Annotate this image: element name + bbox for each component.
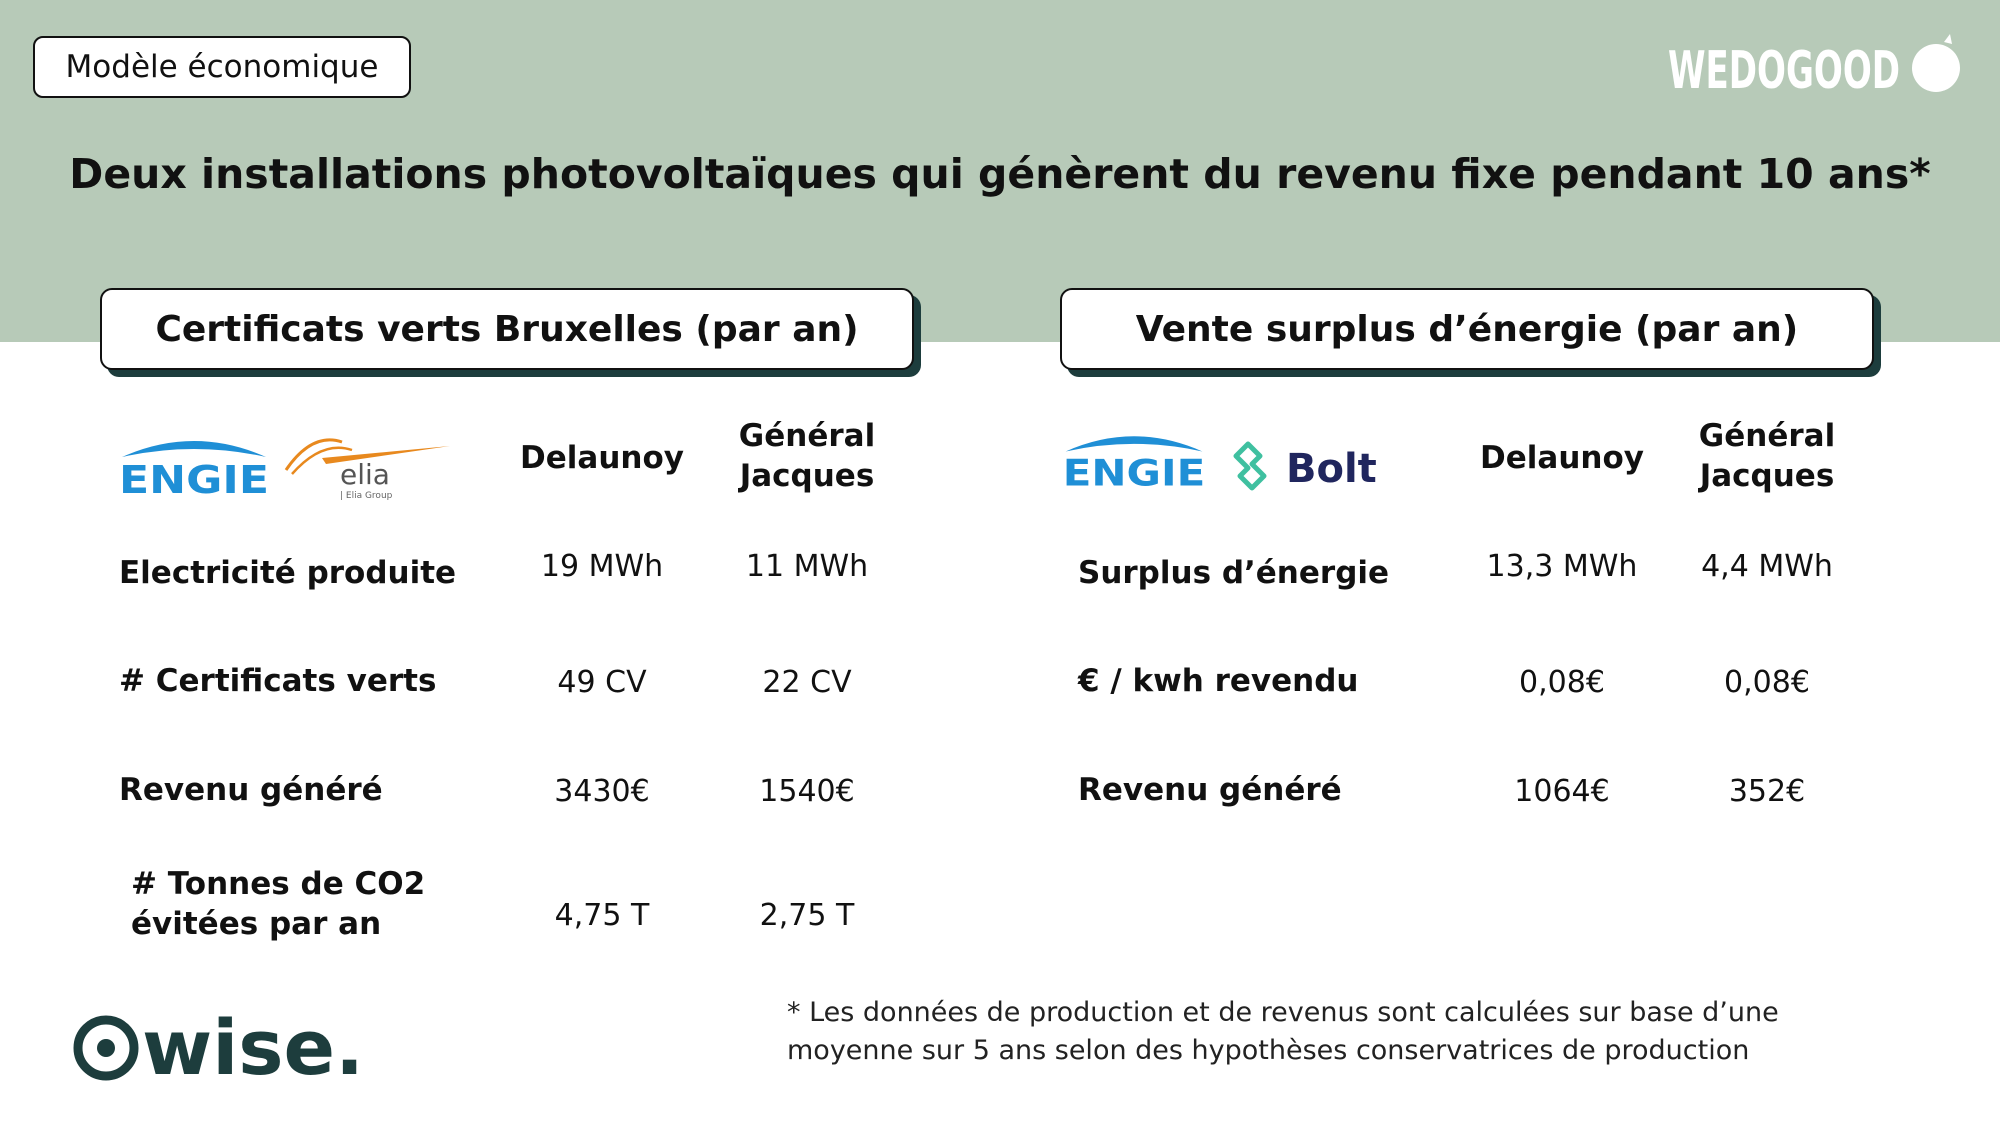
engie-logo-text: ENGIE (119, 458, 269, 497)
left-col-general-jacques (710, 416, 904, 496)
left-row-value-certificats-general: 22 CV (762, 665, 852, 700)
wedogood-logo (1668, 30, 1968, 100)
section-tag: Modèle économique (33, 36, 411, 98)
left-row-label-co2-line1: # Tonnes de CO2 (131, 866, 426, 902)
engie-logo-right (1058, 430, 1210, 490)
left-row-value-co2-delaunoy: 4,75 T (554, 898, 650, 933)
right-row-value-surplus-delaunoy: 13,3 MWh (1486, 549, 1638, 584)
right-row-label-surplus: Surplus d’énergie (1078, 555, 1390, 591)
engie-logo-right-text: ENGIE (1062, 452, 1206, 490)
right-row-value-revenu-delaunoy: 1064€ (1514, 774, 1610, 809)
right-row-label-kwh: € / kwh revendu (1078, 663, 1359, 699)
right-col-delaunoy: Delaunoy (1480, 440, 1644, 476)
right-row-value-surplus-general: 4,4 MWh (1701, 549, 1833, 584)
right-row-value-kwh-delaunoy: 0,08€ (1519, 665, 1605, 700)
footnote (787, 994, 1947, 1070)
left-row-value-revenu-general: 1540€ (759, 774, 855, 809)
page-title: Deux installations photovoltaïques qui génèrent du revenu fixe pendant 10 ans* (69, 150, 1931, 198)
owise-logo (72, 1010, 372, 1086)
tab-vente-surplus: Vente surplus d’énergie (par an) (1060, 288, 1874, 370)
left-col-general-line1: Général (738, 418, 876, 454)
right-col-general-jacques (1670, 416, 1864, 496)
bolt-logo (1230, 438, 1390, 494)
left-row-value-certificats-delaunoy: 49 CV (557, 665, 647, 700)
right-row-value-revenu-general: 352€ (1728, 774, 1806, 809)
left-row-label-electricite: Electricité produite (119, 555, 457, 591)
right-col-general-line1: Général (1698, 418, 1836, 454)
footnote-line1: * Les données de production et de revenus sont calculées sur base d’une (787, 997, 1779, 1028)
left-row-label-certificats: # Certificats verts (119, 663, 437, 699)
left-row-value-electricite-delaunoy: 19 MWh (540, 549, 664, 584)
left-col-general-line2: Jacques (739, 458, 875, 494)
left-row-label-co2 (131, 864, 425, 944)
left-row-label-co2-line2: évitées par an (131, 906, 382, 942)
engie-logo (114, 435, 274, 497)
left-row-value-electricite-general: 11 MWh (745, 549, 869, 584)
left-row-label-revenu: Revenu généré (119, 772, 383, 808)
left-row-value-revenu-delaunoy: 3430€ (554, 774, 650, 809)
right-row-value-kwh-general: 0,08€ (1724, 665, 1810, 700)
elia-logo (282, 432, 454, 502)
left-row-value-co2-general: 2,75 T (759, 898, 855, 933)
right-col-general-line2: Jacques (1699, 458, 1835, 494)
elia-logo-text: elia (340, 458, 390, 491)
elia-logo-subtext: | Elia Group (340, 491, 393, 501)
right-row-label-revenu: Revenu généré (1078, 772, 1342, 808)
footnote-line2: moyenne sur 5 ans selon des hypothèses conservatrices de production (787, 1035, 1750, 1066)
wedogood-logo-text: WEDOGOOD (1668, 41, 1900, 100)
bolt-logo-text: Bolt (1286, 446, 1377, 492)
owise-logo-text: wise. (142, 1010, 364, 1086)
tab-certificats-verts: Certificats verts Bruxelles (par an) (100, 288, 914, 370)
left-col-delaunoy: Delaunoy (520, 440, 684, 476)
